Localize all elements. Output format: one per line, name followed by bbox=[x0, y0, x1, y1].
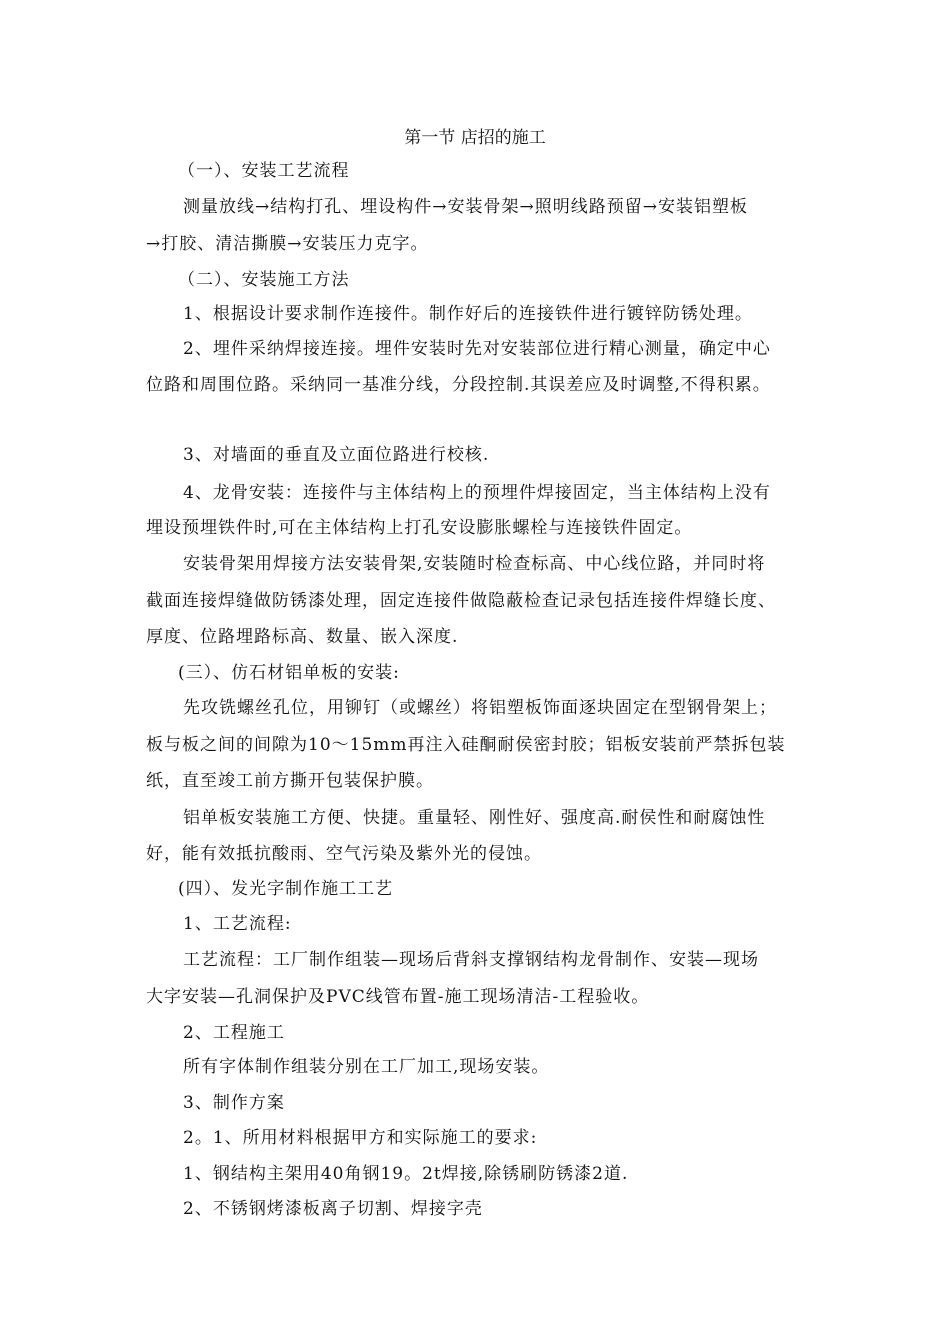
paragraph-line: 4、龙骨安装：连接件与主体结构上的预埋件焊接固定，当主体结构上没有 bbox=[183, 483, 771, 503]
paragraph-line: 大字安装—孔洞保护及PVC线管布置-施工现场清洁-工程验收。 bbox=[146, 987, 650, 1007]
paragraph-line: 所有字体制作组装分别在工厂加工,现场安装。 bbox=[183, 1057, 550, 1077]
paragraph-line: 测量放线→结构打孔、埋设构件→安装骨架→照明线路预留→安装铝塑板 bbox=[183, 197, 748, 217]
paragraph-line: 纸，直至竣工前方撕开包装保护膜。 bbox=[146, 771, 434, 791]
paragraph-line: 好，能有效抵抗酸雨、空气污染及紫外光的侵蚀。 bbox=[146, 844, 542, 864]
paragraph-line: 截面连接焊缝做防锈漆处理，固定连接件做隐蔽检查记录包括连接件焊缝长度、 bbox=[146, 591, 776, 611]
paragraph-line: 2。1、所用材料根据甲方和实际施工的要求: bbox=[183, 1128, 538, 1148]
paragraph-line: 安装骨架用焊接方法安装骨架,安装随时检查标高、中心线位路，并同时将 bbox=[183, 554, 766, 574]
paragraph-line: 1、工艺流程: bbox=[183, 914, 292, 934]
page-title: 第一节 店招的施工 bbox=[404, 128, 546, 148]
paragraph-line: 1、根据设计要求制作连接件。制作好后的连接铁件进行镀锌防锈处理。 bbox=[183, 304, 753, 324]
paragraph-line: 厚度、位路埋路标高、数量、嵌入深度. bbox=[146, 627, 459, 647]
section-heading: (三）、仿石材铝单板的安装: bbox=[178, 663, 400, 683]
paragraph-line: 1、钢结构主架用40角钢19。2t焊接,除锈刷防锈漆2道. bbox=[183, 1164, 629, 1184]
paragraph-line: 位路和周围位路。采纳同一基准分线，分段控制.其误差应及时调整,不得积累。 bbox=[146, 375, 771, 395]
paragraph-line: 工艺流程：工厂制作组装—现场后背斜支撑钢结构龙骨制作、安装—现场 bbox=[183, 950, 759, 970]
paragraph-line: 3、对墙面的垂直及立面位路进行校核. bbox=[183, 445, 490, 465]
paragraph-line: 铝单板安装施工方便、快捷。重量轻、刚性好、强度高.耐侯性和耐腐蚀性 bbox=[183, 808, 766, 828]
paragraph-line: 3、制作方案 bbox=[183, 1093, 285, 1113]
paragraph-line: 2、不锈钢烤漆板离子切割、焊接字壳 bbox=[183, 1199, 483, 1219]
paragraph-line: →打胶、清洁撕膜→安装压力克字。 bbox=[146, 234, 429, 254]
paragraph-line: 埋设预埋铁件时,可在主体结构上打孔安设膨胀螺栓与连接铁件固定。 bbox=[146, 518, 693, 538]
paragraph-line: 2、工程施工 bbox=[183, 1023, 285, 1043]
paragraph-line: 板与板之间的间隙为10～15mm再注入硅酮耐侯密封胶；铝板安装前严禁拆包装 bbox=[146, 735, 786, 755]
paragraph-line: 先攻铣螺丝孔位，用铆钉（或螺丝）将铝塑板饰面逐块固定在型钢骨架上； bbox=[183, 698, 777, 718]
paragraph-line: 2、埋件采纳焊接连接。埋件安装时先对安装部位进行精心测量，确定中心 bbox=[183, 339, 771, 359]
section-heading: （二）、安装施工方法 bbox=[178, 270, 350, 290]
section-heading: (四）、发光字制作施工工艺 bbox=[178, 879, 394, 899]
section-heading: （一）、安装工艺流程 bbox=[178, 161, 350, 181]
